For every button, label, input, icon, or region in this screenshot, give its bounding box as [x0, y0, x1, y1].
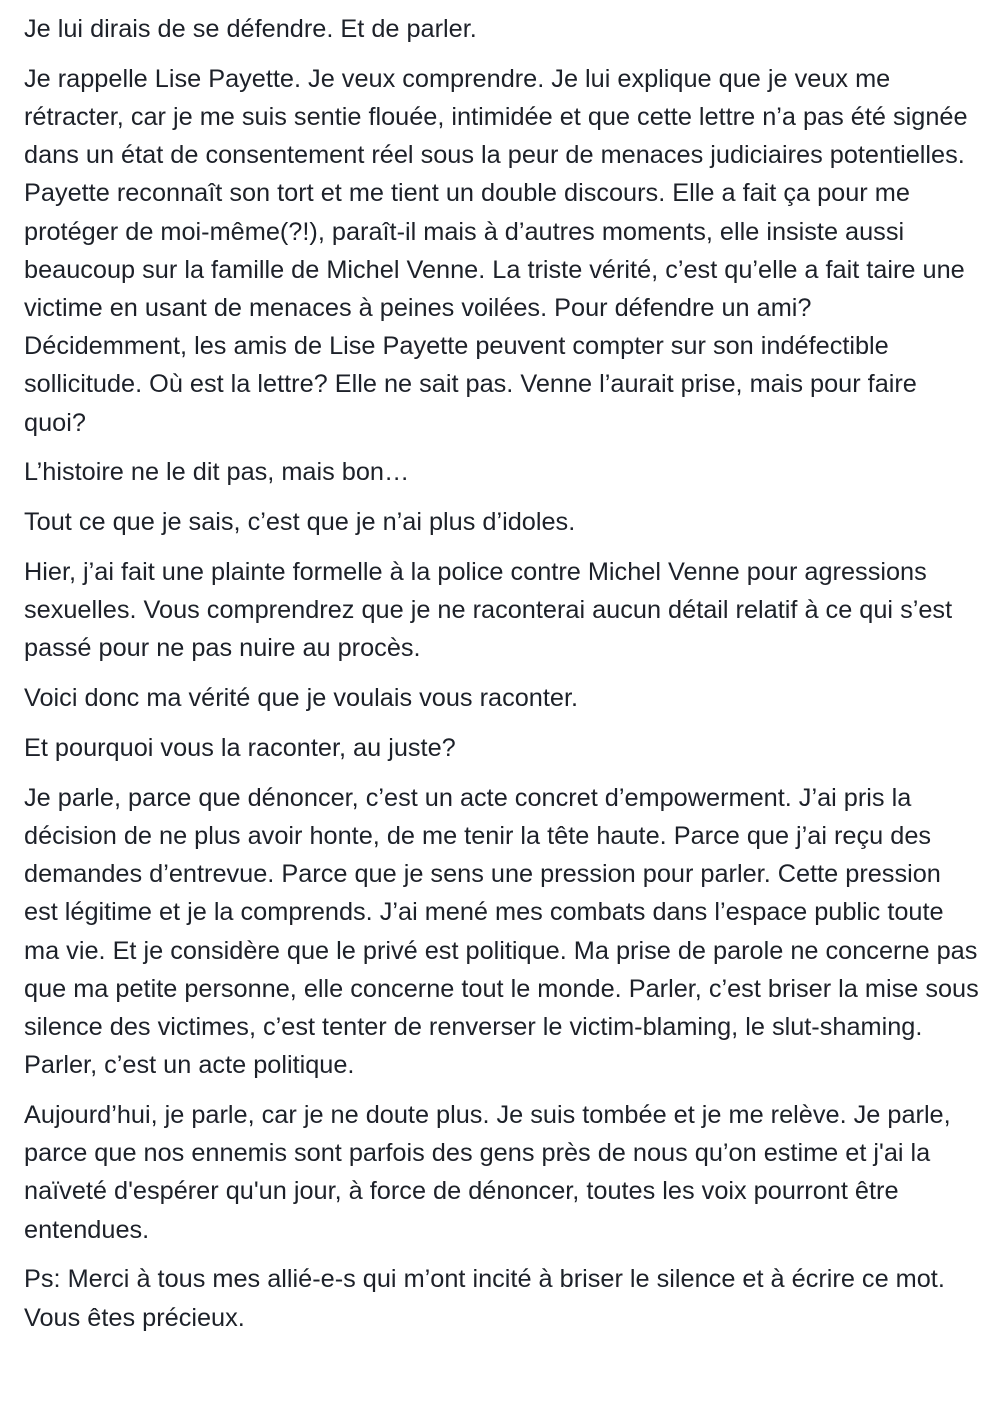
paragraph-10: Ps: Merci à tous mes allié-e-s qui m’ont incité à briser le silence et à écrire ce mot. Vous êtes précieux.	[24, 1265, 945, 1332]
paragraph-9: Aujourd’hui, je parle, car je ne doute plus. Je suis tombée et je me relève. Je parle, parce que nos ennemis sont parfois des gens près de nous qu’on estime et j'ai la naïveté d'espérer qu'un jour, à force de dénoncer, toutes les voix pourront être entendues.	[24, 1101, 951, 1244]
paragraph-4: Tout ce que je sais, c’est que je n’ai plus d’idoles.	[24, 508, 576, 537]
paragraph-5: Hier, j’ai fait une plainte formelle à la police contre Michel Venne pour agressions sexuelles. Vous comprendrez que je ne raconterai aucun détail relatif à ce qui s’est passé pour ne pas nuire au procès.	[24, 558, 953, 663]
post-body	[24, 10, 979, 1348]
paragraph-8: Je parle, parce que dénoncer, c’est un acte concret d’empowerment. J’ai pris la décision de ne plus avoir honte, de me tenir la tête haute. Parce que j’ai reçu des demandes d’entrevue. Parce que je sens une pression pour parler. Cette pression est légitime et je la comprends. J’ai mené mes combats dans l’espace public toute ma vie. Et je considère que le privé est politique. Ma prise de parole ne concerne pas que ma petite personne, elle concerne tout le monde. Parler, c’est briser la mise sous silence des victimes, c’est tenter de renverser le victim-blaming, le slut-shaming. Parler, c’est un acte politique.	[24, 783, 979, 1080]
paragraph-3: L’histoire ne le dit pas, mais bon…	[24, 458, 410, 487]
paragraph-7: Et pourquoi vous la raconter, au juste?	[24, 734, 456, 763]
paragraph-1: Je lui dirais de se défendre. Et de parler.	[24, 15, 477, 43]
paragraph-2: Je rappelle Lise Payette. Je veux comprendre. Je lui explique que je veux me rétracter, car je me suis sentie flouée, intimidée et que cette lettre n’a pas été signée dans un état de consentement réel sous la peur de menaces judiciaires potentielles. Payette reconnaît son tort et me tient un double discours. Elle a fait ça pour me protéger de moi-même(?!), paraît-il mais à d’autres moments, elle insiste aussi beaucoup sur la famille de Michel Venne. La triste vérité, c’est qu’elle a fait taire une victime en usant de menaces à peines voilées. Pour défendre un ami? Décidemment, les amis de Lise Payette peuvent compter sur son indéfectible sollicitude. Où est la lettre? Elle ne sait pas. Venne l’aurait prise, mais pour faire quoi?	[24, 64, 968, 437]
paragraph-6: Voici donc ma vérité que je voulais vous raconter.	[24, 684, 579, 713]
